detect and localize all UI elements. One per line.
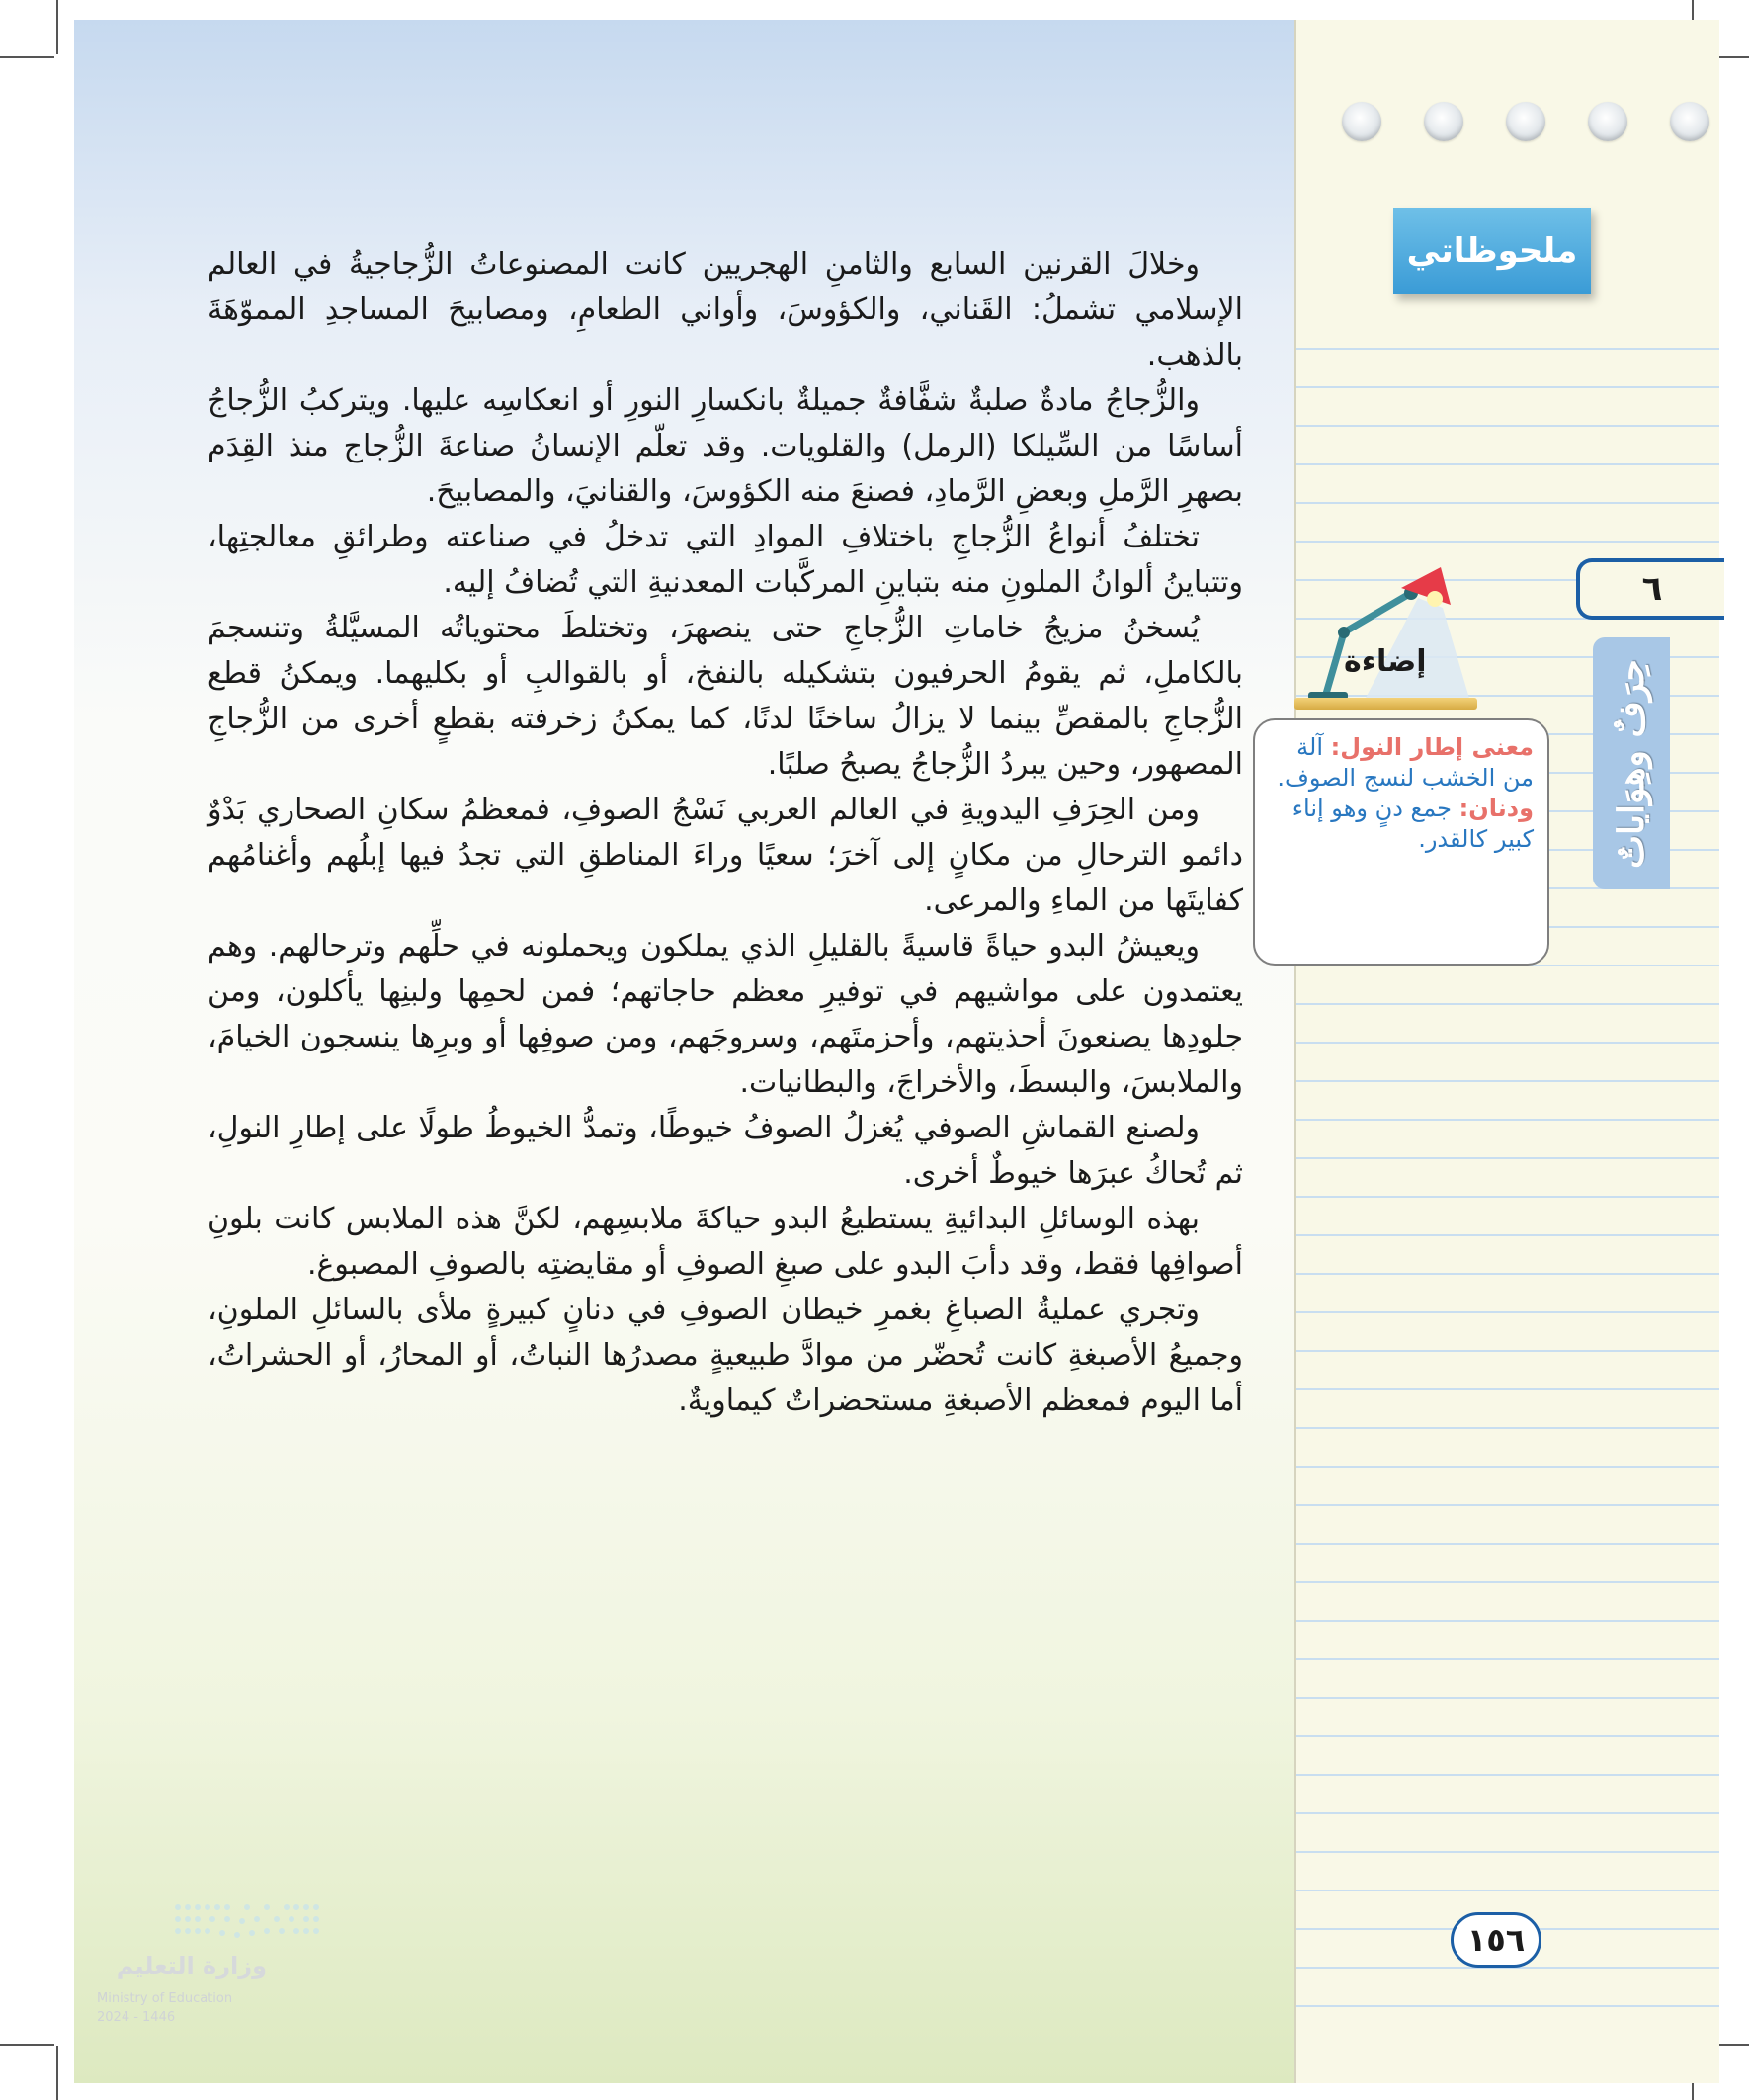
paragraph: وتجري عمليةُ الصباغِ بغمرِ خيطان الصوفِ في دنانٍ كبيرةٍ ملأى بالسائلِ الملونِ، وجميعُ الأصبغةِ كانت تُحضّر من موادَّ طبيعيةٍ مصدرُها النباتُ، أو المحارُ، أو الحشراتُ، أما اليوم فمعظم الأصبغةِ مستحضراتٌ كيماويةٌ. bbox=[208, 1293, 1243, 1418]
sidebar-label: إضاءة bbox=[1344, 644, 1427, 679]
paragraph: وخلالَ القرنين السابع والثامنِ الهجريين كانت المصنوعاتُ الزُّجاجيةُ في العالم الإسلامي تشملُ: القَناني، والكؤوسَ، وأواني الطعامِ، ومصابيحَ المساجدِ المموّهَةَ بالذهب. bbox=[208, 247, 1243, 373]
paragraph: ولصنع القماشِ الصوفي يُغزلُ الصوفُ خيوطًا، وتمدُّ الخيوطُ طولًا على إطارِ النولِ، ثم تُحاكُ عبرَها خيوطٌ أخرى. bbox=[208, 1111, 1243, 1191]
glossary-term: معنى إطار النول: bbox=[1330, 733, 1534, 761]
glossary-definition: آلة من الخشب لنسج الصوف. bbox=[1277, 733, 1534, 792]
lamp-base bbox=[1294, 698, 1477, 710]
paragraph: ويعيشُ البدو حياةً قاسيةً بالقليلِ الذي يملكون ويحملونه في حلِّهم وترحالهم. وهم يعتمدون على مواشيهم في توفيرِ معظم حاجاتهم؛ فمن لحمِها ولبنِها يأكلون، ومن جلودِها يصنعونَ أحذيتهم، وأحزمتَهم، وسروجَهم، ومن صوفِها أو وبرِها ينسجون الخيامَ، والملابسَ، والبسطَ، والأخراجَ، والبطانيات. bbox=[208, 929, 1243, 1100]
binder-hole-icon bbox=[1424, 102, 1463, 141]
crop-mark bbox=[56, 0, 58, 54]
page-number: ١٥٦ bbox=[1451, 1912, 1541, 1968]
edition-year: 2024 - 1446 bbox=[97, 2010, 176, 2025]
notes-title: ملحوظاتي bbox=[1393, 208, 1591, 294]
binder-hole-icon bbox=[1506, 102, 1545, 141]
glossary-definition: جمع دنٍ وهو إناء كبير كالقدر. bbox=[1291, 795, 1534, 853]
crop-mark bbox=[0, 56, 54, 58]
paragraph: والزُّجاجُ مادةٌ صلبةٌ شفَّافةٌ جميلةٌ بانكسارِ النورِ أو انعكاسِه عليها. ويتركبُ الزُّجاجُ أساسًا من السِّيلكا (الرمل) والقلويات. وقد تعلّم الإنسانُ صناعةَ الزُّجاج منذ القِدَم بصهرِ الرَّملِ وبعضِ الرَّمادِ، فصنعَ منه الكؤوسَ، والقنانيَ، والمصابيحَ. bbox=[208, 383, 1243, 509]
ministry-logo-icon bbox=[168, 1899, 326, 1943]
unit-title: حِرَفٌ وهِوَاياتٌ bbox=[1611, 658, 1652, 869]
glossary-term: ودنان: bbox=[1458, 795, 1534, 822]
paragraph: يُسخنُ مزيجُ خاماتِ الزُّجاجِ حتى ينصهرَ، وتختلطَ محتوياتُه المسيَّلةُ وتنسجمَ بالكاملِ، ثم يقومُ الحرفيون بتشكيله بالنفخ، أو بالقوالبِ أو بكليهما. ويمكنُ قطع الزُّجاجِ بالمقصِّ بينما لا يزالُ ساخنًا لدنًا، كما يمكنُ زخرفته بقطعٍ أخرى من الزُّجاجِ المصهور، وحين يبردُ الزُّجاجُ يصبحُ صلبًا. bbox=[208, 611, 1243, 782]
crop-mark bbox=[56, 2046, 58, 2100]
paragraph: تختلفُ أنواعُ الزُّجاجِ باختلافِ الموادِ التي تدخلُ في صناعته وطرائقِ معالجتِها، وتتباينُ ألوانُ الملونِ منه بتباينِ المركَّبات المعدنيةِ التي تُضافُ إليه. bbox=[208, 520, 1243, 600]
article-body bbox=[208, 242, 1243, 1424]
binder-hole-icon bbox=[1342, 102, 1381, 141]
binder-hole-icon bbox=[1670, 102, 1709, 141]
ministry-name-en: Ministry of Education bbox=[97, 1991, 233, 2006]
glossary-entry bbox=[1269, 732, 1534, 794]
paragraph: بهذه الوسائلِ البدائيةِ يستطيعُ البدو حياكةَ ملابسِهم، لكنَّ هذه الملابس كانت بلونِ أصوافِها فقط، وقد دأبَ البدو على صبغِ الصوفِ أو مقايضتِه بالصوفِ المصبوغ. bbox=[208, 1202, 1243, 1282]
paragraph: ومن الحِرَفِ اليدويةِ في العالم العربي نَسْجُ الصوفِ، فمعظمُ سكانِ الصحاري بَدْوٌ دائمو الترحالِ من مكانٍ إلى آخرَ؛ سعيًا وراءَ المناطقِ التي تجدُ فيها إبلُهم وأغنامُهم كفايتَها من الماءِ والمرعى. bbox=[208, 793, 1243, 918]
desk-lamp-icon bbox=[1294, 553, 1472, 712]
notes-panel bbox=[1291, 20, 1719, 2083]
ministry-name-ar: وزارة التعليم bbox=[116, 1952, 267, 1979]
binder-hole-icon bbox=[1588, 102, 1627, 141]
glossary-entry bbox=[1269, 794, 1534, 855]
unit-tab bbox=[1593, 637, 1670, 889]
crop-mark bbox=[0, 2044, 54, 2046]
glossary-box bbox=[1253, 718, 1549, 966]
unit-number: ٦ bbox=[1576, 558, 1724, 620]
